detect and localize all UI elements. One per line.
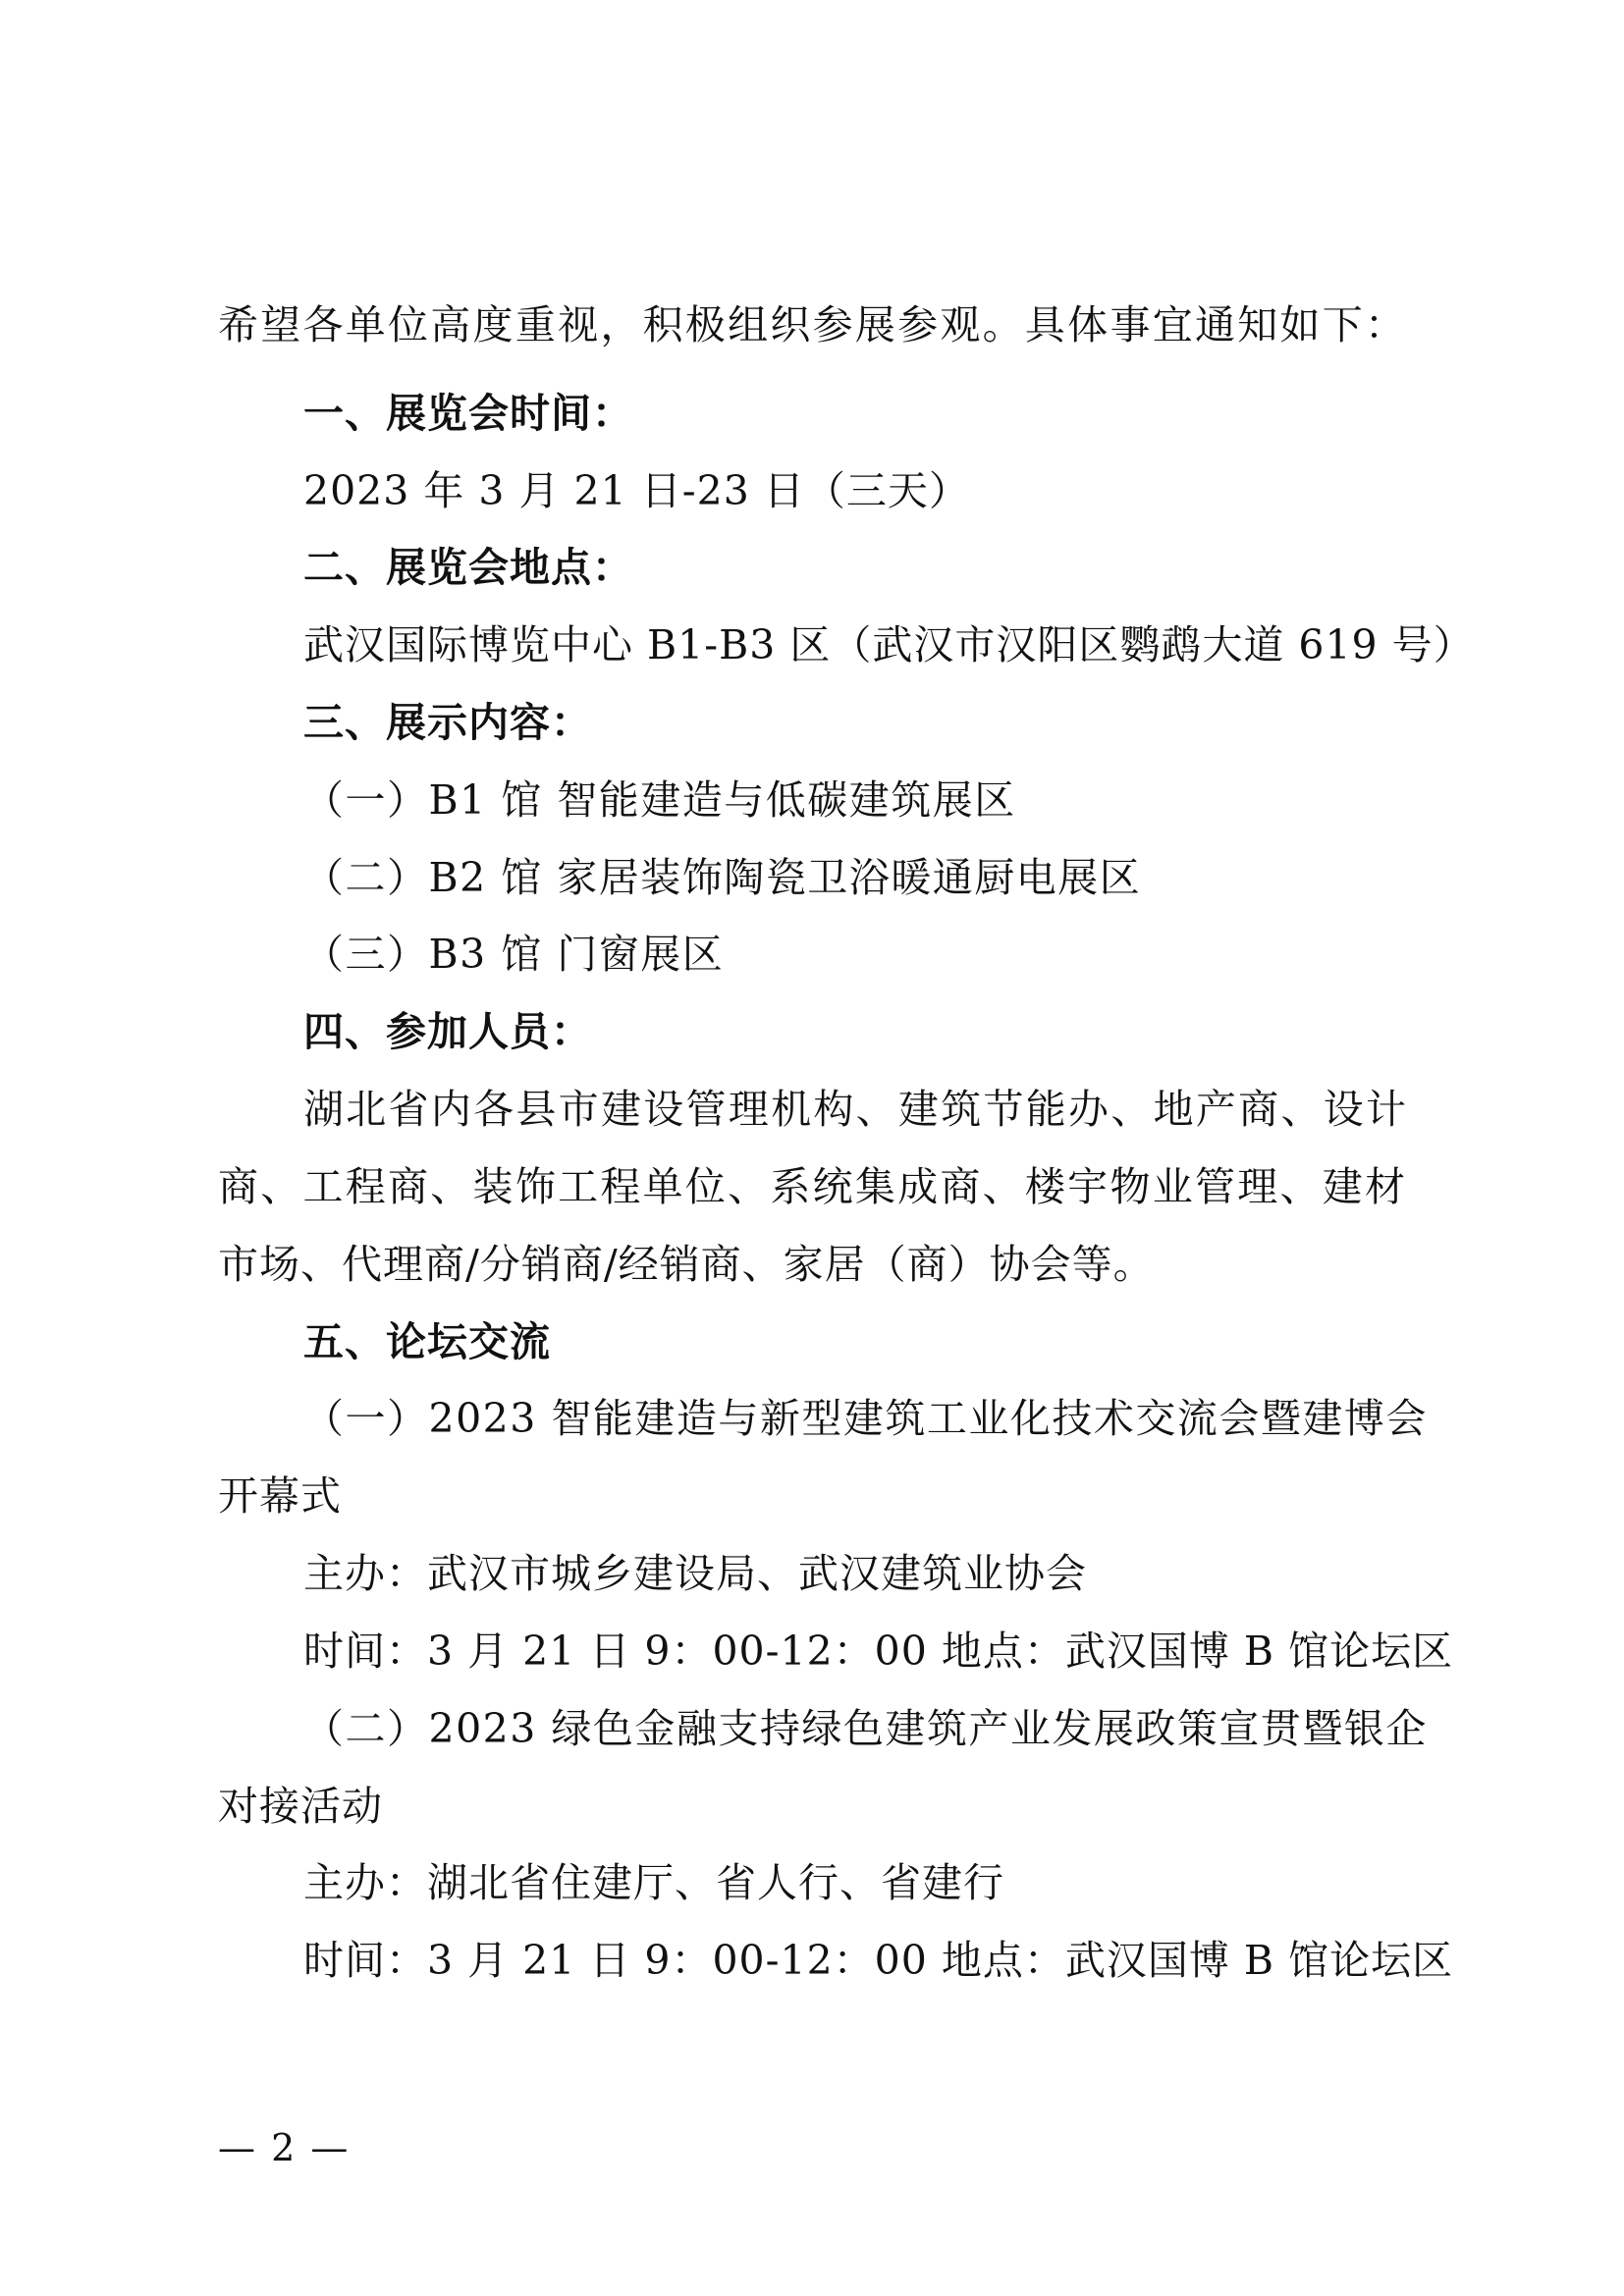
content-item-b3: （三）B3 馆 门窗展区 (303, 931, 725, 978)
forum-2-host: 主办：湖北省住建厅、省人行、省建行 (303, 1859, 1004, 1906)
forum-2-time-place: 时间：3 月 21 日 9：00-12：00 地点：武汉国博 B 馆论坛区 (303, 1937, 1454, 1984)
forum-1-host: 主办：武汉市城乡建设局、武汉建筑业协会 (303, 1550, 1087, 1597)
section-heading-forum: 五、论坛交流 (303, 1318, 551, 1365)
forum-1-time-place: 时间：3 月 21 日 9：00-12：00 地点：武汉国博 B 馆论坛区 (303, 1628, 1454, 1675)
section-heading-participants: 四、参加人员： (303, 1008, 592, 1055)
content-item-b1: （一）B1 馆 智能建造与低碳建筑展区 (303, 776, 1016, 824)
intro-paragraph-line: 希望各单位高度重视，积极组织参展参观。具体事宜通知如下： (218, 301, 1406, 348)
section-heading-content: 三、展示内容： (303, 699, 592, 746)
participants-paragraph-line: 商、工程商、装饰工程单位、系统集成商、楼宇物业管理、建材 (218, 1163, 1406, 1210)
participants-paragraph-line: 湖北省内各县市建设管理机构、建筑节能办、地产商、设计 (303, 1086, 1407, 1133)
exhibition-time-text: 2023 年 3 月 21 日-23 日（三天） (303, 467, 970, 514)
page-number: — 2 — (218, 2126, 351, 2169)
section-heading-place: 二、展览会地点： (303, 544, 633, 591)
forum-1-title-line: （一）2023 智能建造与新型建筑工业化技术交流会暨建博会 (303, 1395, 1428, 1442)
forum-1-title-line: 开幕式 (218, 1472, 342, 1520)
content-item-b2: （二）B2 馆 家居装饰陶瓷卫浴暖通厨电展区 (303, 854, 1142, 901)
exhibition-place-text: 武汉国际博览中心 B1-B3 区（武汉市汉阳区鹦鹉大道 619 号） (303, 621, 1475, 668)
section-heading-time: 一、展览会时间： (303, 390, 633, 437)
forum-2-title-line: 对接活动 (218, 1783, 383, 1830)
forum-2-title-line: （二）2023 绿色金融支持绿色建筑产业发展政策宣贯暨银企 (303, 1705, 1428, 1752)
participants-paragraph-line: 市场、代理商/分销商/经销商、家居（商）协会等。 (218, 1241, 1155, 1288)
